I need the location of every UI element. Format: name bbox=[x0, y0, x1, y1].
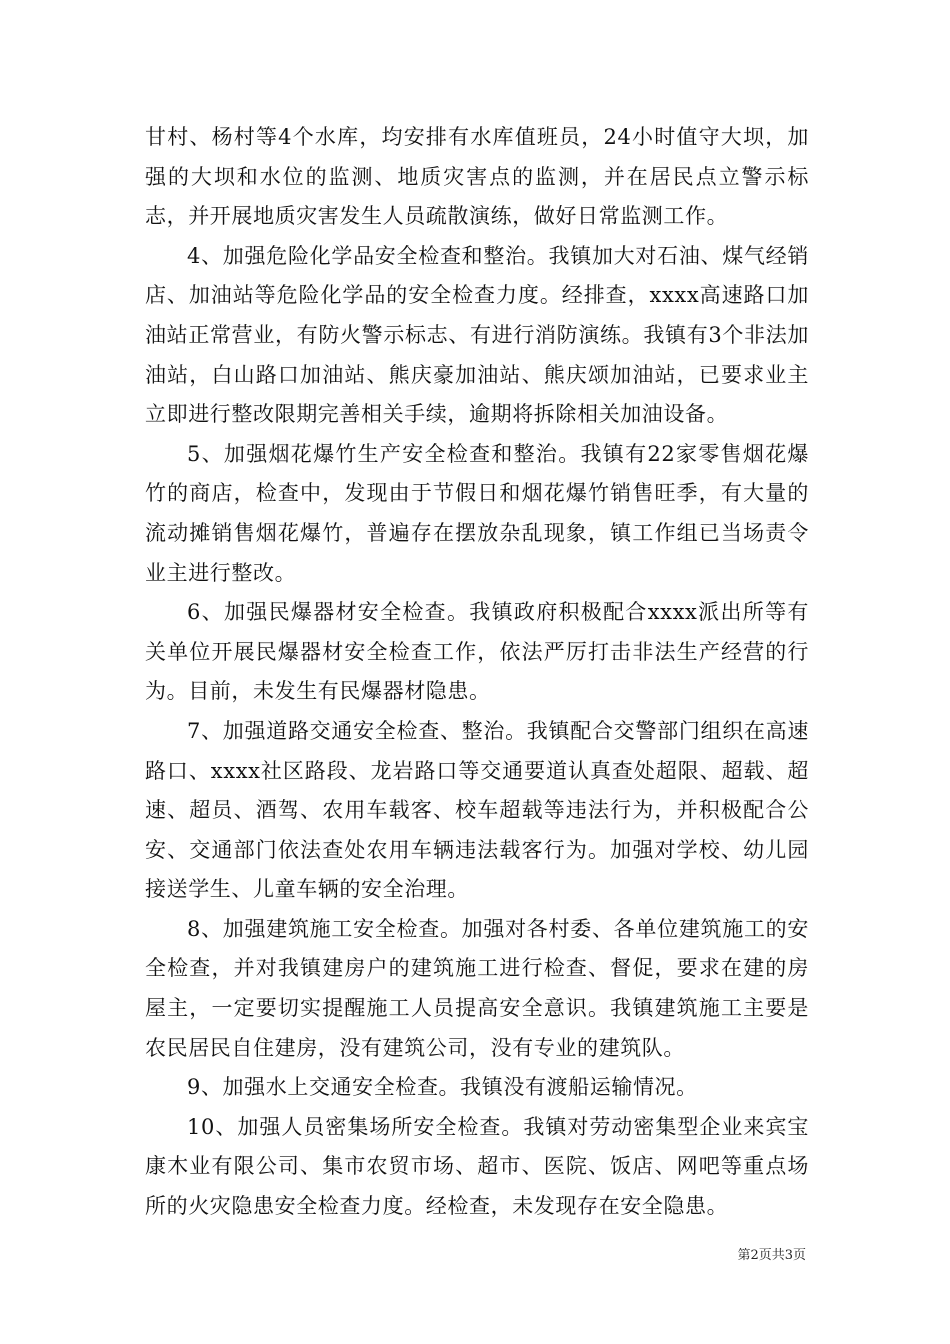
page-number-footer: 第2页共3页 bbox=[737, 1248, 806, 1263]
paragraph-item-5: 5、加强烟花爆竹生产安全检查和整治。我镇有22家零售烟花爆竹的商店，检查中，发现由于节假日和烟花爆竹销售旺季，有大量的流动摊销售烟花爆竹，普遍存在摆放杂乱现象，镇工作组已当场责令业主进行整改。 bbox=[145, 441, 809, 585]
paragraph-item-4: 4、加强危险化学品安全检查和整治。我镇加大对石油、煤气经销店、加油站等危险化学品的安全检查力度。经排查，xxxx高速路口加油站正常营业，有防火警示标志、有进行消防演练。我镇有3个非法加油站，白山路口加油站、熊庆豪加油站、熊庆颂加油站，已要求业主立即进行整改限期完善相关手续，逾期将拆除相关加油设备。 bbox=[145, 243, 809, 427]
document-body bbox=[145, 118, 809, 1227]
paragraph-item-9: 9、加强水上交通安全检查。我镇没有渡船运输情况。 bbox=[187, 1075, 698, 1100]
paragraph-item-7: 7、加强道路交通安全检查、整治。我镇配合交警部门组织在高速路口、xxxx社区路段、龙岩路口等交通要道认真查处超限、超载、超速、超员、酒驾、农用车载客、校车超载等违法行为，并积极配合公安、交通部门依法查处农用车辆违法载客行为。加强对学校、幼儿园接送学生、儿童车辆的安全治理。 bbox=[145, 718, 809, 902]
paragraph-continuation: 甘村、杨村等4个水库，均安排有水库值班员，24小时值守大坝，加强的大坝和水位的监测、地质灾害点的监测，并在居民点立警示标志，并开展地质灾害发生人员疏散演练，做好日常监测工作。 bbox=[145, 125, 809, 229]
paragraph-item-10: 10、加强人员密集场所安全检查。我镇对劳动密集型企业来宾宝康木业有限公司、集市农贸市场、超市、医院、饭店、网吧等重点场所的火灾隐患安全检查力度。经检查，未发现存在安全隐患。 bbox=[145, 1114, 809, 1219]
paragraph-item-6: 6、加强民爆器材安全检查。我镇政府积极配合xxxx派出所等有关单位开展民爆器材安全检查工作，依法严厉打击非法生产经营的行为。目前，未发生有民爆器材隐患。 bbox=[145, 600, 809, 704]
paragraph-item-8: 8、加强建筑施工安全检查。加强对各村委、各单位建筑施工的安全检查，并对我镇建房户的建筑施工进行检查、督促，要求在建的房屋主，一定要切实提醒施工人员提高安全意识。我镇建筑施工主要是农民居民自住建房，没有建筑公司，没有专业的建筑队。 bbox=[145, 916, 809, 1060]
